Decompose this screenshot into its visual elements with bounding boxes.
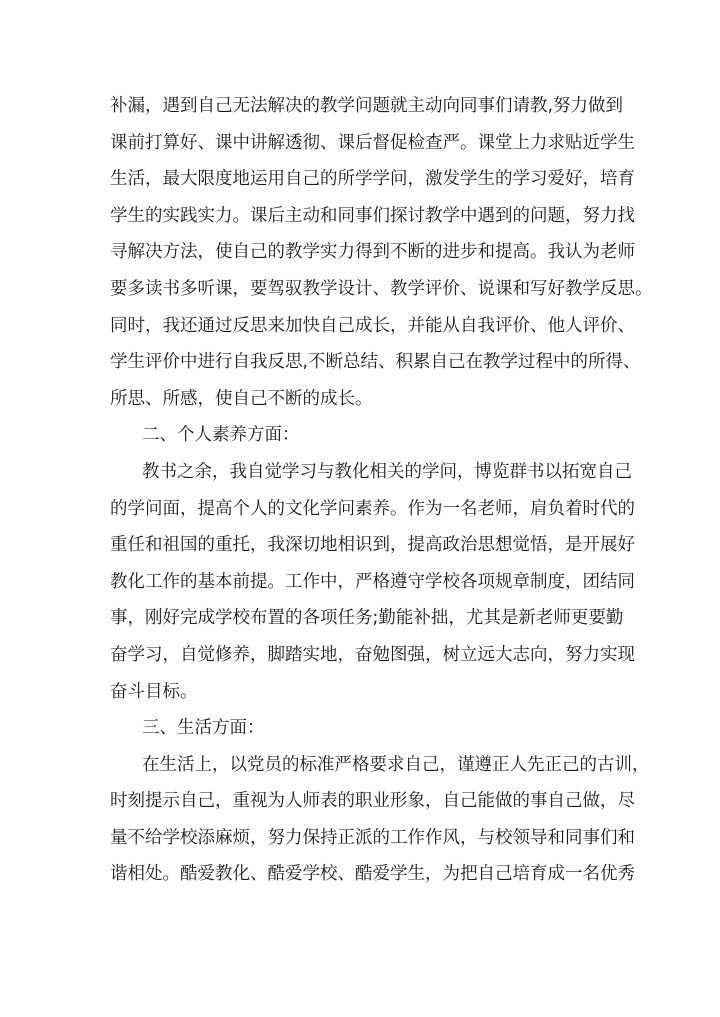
section-heading: 二、个人素养方面： — [142, 425, 300, 446]
text-line: 奋斗目标。 — [110, 681, 198, 702]
text-line: 学生的实践实力。课后主动和同事们探讨教学中遇到的问题，努力找 — [110, 205, 635, 226]
section-heading: 三、生活方面： — [142, 718, 265, 739]
text-line: 教化工作的基本前提。工作中，严格遵守学校各项规章制度，团结同 — [110, 571, 635, 592]
text-line: 量不给学校添麻烦，努力保持正派的工作作风，与校领导和同事们和 — [110, 827, 635, 848]
text-line: 要多读书多听课，要驾驭教学设计、教学评价、说课和写好教学反思。 — [110, 278, 653, 299]
text-line: 同时，我还通过反思来加快自己成长，并能从自我评价、他人评价、 — [110, 315, 635, 336]
text-line: 谐相处。酷爱教化、酷爱学校、酷爱学生，为把自己培育成一名优秀 — [110, 864, 635, 885]
body-text — [110, 88, 653, 893]
text-line: 所思、所感，使自己不断的成长。 — [110, 388, 373, 409]
text-line: 的学问面，提高个人的文化学问素养。作为一名老师，肩负着时代的 — [110, 498, 635, 519]
text-line: 奋学习，自觉修养，脚踏实地，奋勉图强，树立远大志向，努力实现 — [110, 644, 635, 665]
text-line: 课前打算好、课中讲解透彻、课后督促检查严。课堂上力求贴近学生 — [110, 132, 635, 153]
text-line: 重任和祖国的重托，我深切地相识到，提高政治思想觉悟，是开展好 — [110, 535, 635, 556]
text-line: 补漏，遇到自己无法解决的教学问题就主动向同事们请教,努力做到 — [110, 96, 624, 116]
text-line: 在生活上，以党员的标准严格要求自己，谨遵正人先正己的古训， — [142, 754, 650, 775]
text-line: 时刻提示自己，重视为人师表的职业形象，自己能做的事自己做，尽 — [110, 791, 635, 812]
text-line: 生活，最大限度地运用自己的所学学问，激发学生的学习爱好，培育 — [110, 169, 635, 190]
text-line: 寻解决方法，使自己的教学实力得到不断的进步和提高。我认为老师 — [110, 242, 635, 263]
text-line: 事，刚好完成学校布置的各项任务;勤能补拙，尤其是新老师更要勤 — [110, 608, 624, 629]
text-line: 教书之余，我自觉学习与教化相关的学问，博览群书以拓宽自己 — [142, 461, 632, 482]
text-line: 学生评价中进行自我反思,不断总结、积累自己在教学过程中的所得、 — [110, 352, 641, 373]
